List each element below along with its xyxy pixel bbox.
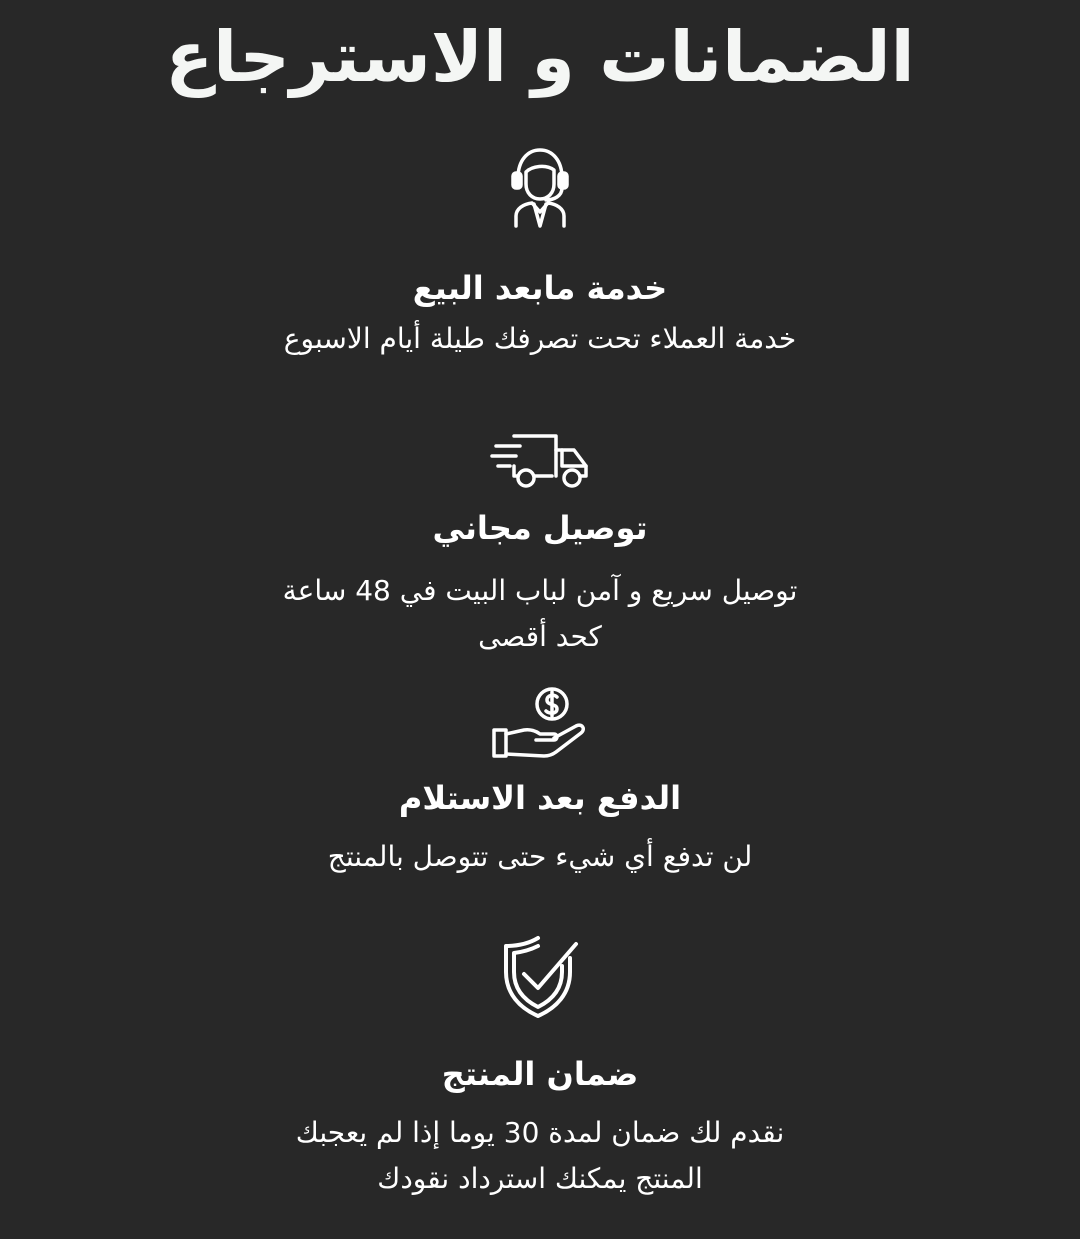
shield-check-icon <box>500 934 580 1020</box>
feature-title: خدمة مابعد البيع <box>412 269 668 307</box>
feature-free-delivery <box>0 430 1080 660</box>
hand-money-icon <box>490 686 590 762</box>
feature-after-sales <box>0 146 1080 362</box>
feature-title: الدفع بعد الاستلام <box>398 779 682 817</box>
feature-product-guarantee <box>0 934 1080 1202</box>
page-title: الضمانات و الاسترجاع <box>165 16 915 98</box>
feature-cash-on-delivery <box>0 686 1080 880</box>
feature-title: ضمان المنتج <box>441 1055 639 1093</box>
customer-service-agent-icon <box>508 146 572 228</box>
feature-description: توصيل سريع و آمن لباب البيت في 48 ساعة كحد أقصى <box>282 574 798 653</box>
feature-description: لن تدفع أي شيء حتى تتوصل بالمنتج <box>327 840 753 873</box>
feature-title: توصيل مجاني <box>432 509 648 547</box>
feature-description: خدمة العملاء تحت تصرفك طيلة أيام الاسبوع <box>283 322 797 355</box>
feature-description: نقدم لك ضمان لمدة 30 يوما إذا لم يعجبك المنتج يمكنك استرداد نقودك <box>295 1116 785 1195</box>
delivery-truck-icon <box>490 430 590 492</box>
